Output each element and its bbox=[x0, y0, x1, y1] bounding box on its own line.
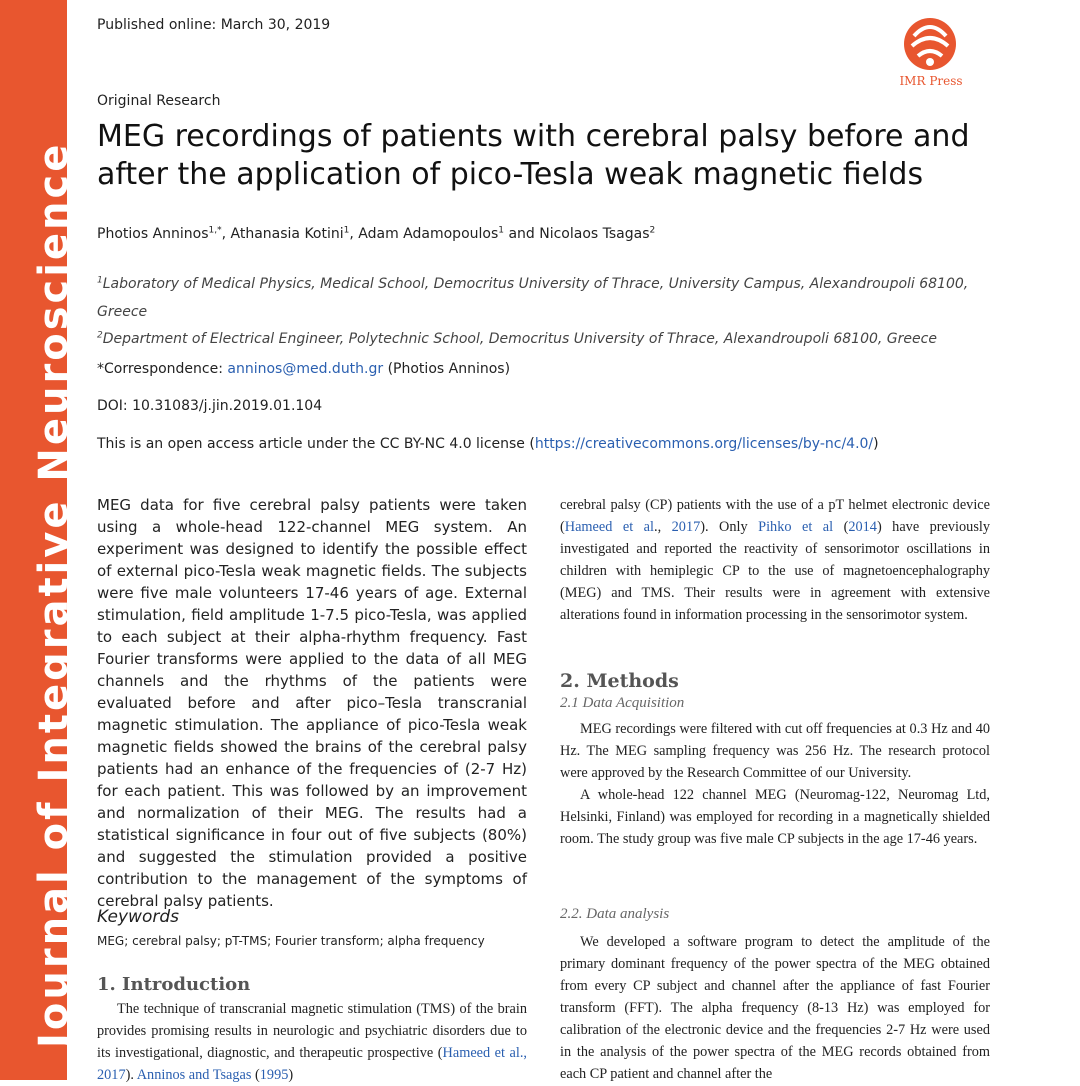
citation-link[interactable]: Hameed et al., 2017 bbox=[97, 1045, 527, 1083]
citation-link[interactable]: 2017 bbox=[671, 519, 701, 535]
author-name[interactable]: Adam Adamopoulos bbox=[358, 226, 499, 242]
published-date: Published online: March 30, 2019 bbox=[97, 17, 331, 33]
author-affiliation-marker: 1,* bbox=[208, 225, 222, 236]
author-name[interactable]: Photios Anninos bbox=[97, 226, 209, 242]
section-heading-introduction: 1. Introduction bbox=[97, 974, 251, 995]
author-name[interactable]: Athanasia Kotini bbox=[230, 226, 344, 242]
author-separator: , bbox=[349, 226, 359, 242]
correspondence bbox=[97, 361, 510, 377]
imr-press-logo-icon bbox=[880, 12, 980, 76]
article-category: Original Research bbox=[97, 93, 221, 109]
affiliation-text: Laboratory of Medical Physics, Medical School, Democritus University of Thrace, University Campus, Alexandroupoli 68100, Greece bbox=[97, 276, 969, 320]
intro-text: ( bbox=[251, 1067, 260, 1083]
license-notice bbox=[97, 436, 879, 452]
affiliation-number: 2 bbox=[97, 330, 103, 341]
citation-link[interactable]: 2014 bbox=[848, 519, 877, 535]
citation-link[interactable]: 1995 bbox=[259, 1067, 289, 1083]
citation-link[interactable]: Anninos and Tsagas bbox=[136, 1067, 252, 1083]
author-name[interactable]: Nicolaos Tsagas bbox=[539, 226, 650, 242]
author-affiliation-marker: 1 bbox=[498, 225, 504, 236]
data-acquisition-text bbox=[560, 718, 990, 850]
journal-name: Journal of Integrative Neuroscience bbox=[31, 141, 77, 1048]
intro-text: ). Only bbox=[700, 519, 759, 535]
affiliation bbox=[97, 270, 977, 326]
author-affiliation-marker: 2 bbox=[649, 225, 656, 236]
introduction-paragraph bbox=[97, 998, 527, 1086]
section-heading-methods: 2. Methods bbox=[560, 670, 679, 692]
correspondence-label: *Correspondence: bbox=[97, 361, 228, 377]
author-separator: and bbox=[504, 226, 540, 242]
article-title: MEG recordings of patients with cerebral palsy before and after the application of pico-Tesla weak magnetic fields bbox=[97, 119, 970, 192]
intro-text: ). bbox=[125, 1067, 137, 1083]
subsection-heading-data-analysis: 2.2. Data analysis bbox=[560, 906, 670, 922]
affiliation-number: 1 bbox=[97, 275, 103, 286]
journal-sidebar bbox=[0, 0, 77, 1080]
abstract: MEG data for five cerebral palsy patients were taken using a whole-head 122-channel MEG system. An experiment was designed to identify the possible effect of external pico-Tesla weak magnetic fields. The subjects were five male volunteers 17-46 years of age. External stimulation, field amplitude 1-7.5 pico-Tesla, was applied to each subject at their alpha-rhythm frequency. Fast Fourier transforms were applied to the data of all MEG channels and the rhythms of the patients were evaluated before and after pico–Tesla transcranial magnetic stimulation. The appliance of pico-Tesla weak magnetic fields showed the brains of the cerebral palsy patients had an enhance of the frequencies of (2-7 Hz) for each patient. This was followed by an improvement and normalization of their MEG. The results had a statistical significance in four out of five subjects (80%) and suggested the stimulation provided a positive contribution to the management of the symptoms of cerebral palsy patients. bbox=[97, 496, 527, 910]
license-prefix: This is an open access article under the CC BY-NC 4.0 license ( bbox=[97, 436, 535, 452]
publisher-name: IMR Press bbox=[899, 74, 963, 88]
affiliation-text: Department of Electrical Engineer, Polytechnic School, Democritus University of Thrace, Alexandroupoli 68100, Greece bbox=[102, 331, 937, 347]
intro-text: ) have previously investigated and reported the reactivity of sensorimotor oscillations in children with hemiplegic CP to the use of magnetoencephalography (MEG) and TMS. Their results were in agreement with extensive alterations found in information processing in the sensorimotor system. bbox=[560, 519, 991, 623]
license-link[interactable]: https://creativecommons.org/licenses/by-nc/4.0/ bbox=[534, 436, 874, 452]
paragraph: A whole-head 122 channel MEG (Neuromag-122, Neuromag Ltd, Helsinki, Finland) was employed for recording in a magnetically shielded room. The study group was five male CP subjects in the age 17-46 years. bbox=[560, 787, 990, 847]
keywords-heading: Keywords bbox=[97, 907, 180, 927]
intro-text: ( bbox=[833, 519, 849, 535]
author-list bbox=[97, 226, 655, 242]
introduction-continued-paragraph bbox=[560, 494, 990, 626]
intro-text: The technique of transcranial magnetic stimulation (TMS) of the brain provides promising results in neurologic and psychiatric disorders due to its investigational, diagnostic, and therapeutic prospective ( bbox=[97, 1001, 527, 1061]
author-affiliation-marker: 1 bbox=[343, 225, 350, 236]
doi[interactable]: DOI: 10.31083/j.jin.2019.01.104 bbox=[97, 398, 323, 414]
keywords-text: MEG; cerebral palsy; pT-TMS; Fourier transform; alpha frequency bbox=[97, 934, 485, 948]
citation-link[interactable]: Hameed et al bbox=[564, 519, 654, 535]
affiliation bbox=[97, 325, 977, 353]
publisher-logo bbox=[880, 12, 980, 92]
license-suffix: ) bbox=[873, 436, 879, 452]
subsection-heading-data-acquisition: 2.1 Data Acquisition bbox=[560, 695, 685, 711]
citation-link[interactable]: Pihko et al bbox=[758, 519, 834, 535]
correspondence-name: (Photios Anninos) bbox=[383, 361, 511, 377]
data-analysis-paragraph: We developed a software program to detect the amplitude of the primary dominant frequency of the power spectra of the MEG obtained from every CP subject and channel after the appliance of fast Fourier transform (FFT). The alpha frequency (8-13 Hz) was employed for calibration of the electronic device and the frequencies 2-7 Hz were used in the analysis of the power spectra of the MEG records obtained from each CP patient and channel after the bbox=[560, 934, 990, 1082]
author-separator: , bbox=[221, 226, 231, 242]
intro-text: ) bbox=[288, 1067, 294, 1083]
intro-text: ., bbox=[654, 519, 672, 535]
intro-text: cerebral palsy (CP) patients with the use of a pT helmet electronic device ( bbox=[560, 497, 990, 535]
correspondence-email-link[interactable]: anninos@med.duth.gr bbox=[227, 361, 384, 377]
paragraph: MEG recordings were filtered with cut off frequencies at 0.3 Hz and 40 Hz. The MEG sampling frequency was 256 Hz. The research protocol were approved by the Research Committee of our University. bbox=[560, 721, 990, 781]
